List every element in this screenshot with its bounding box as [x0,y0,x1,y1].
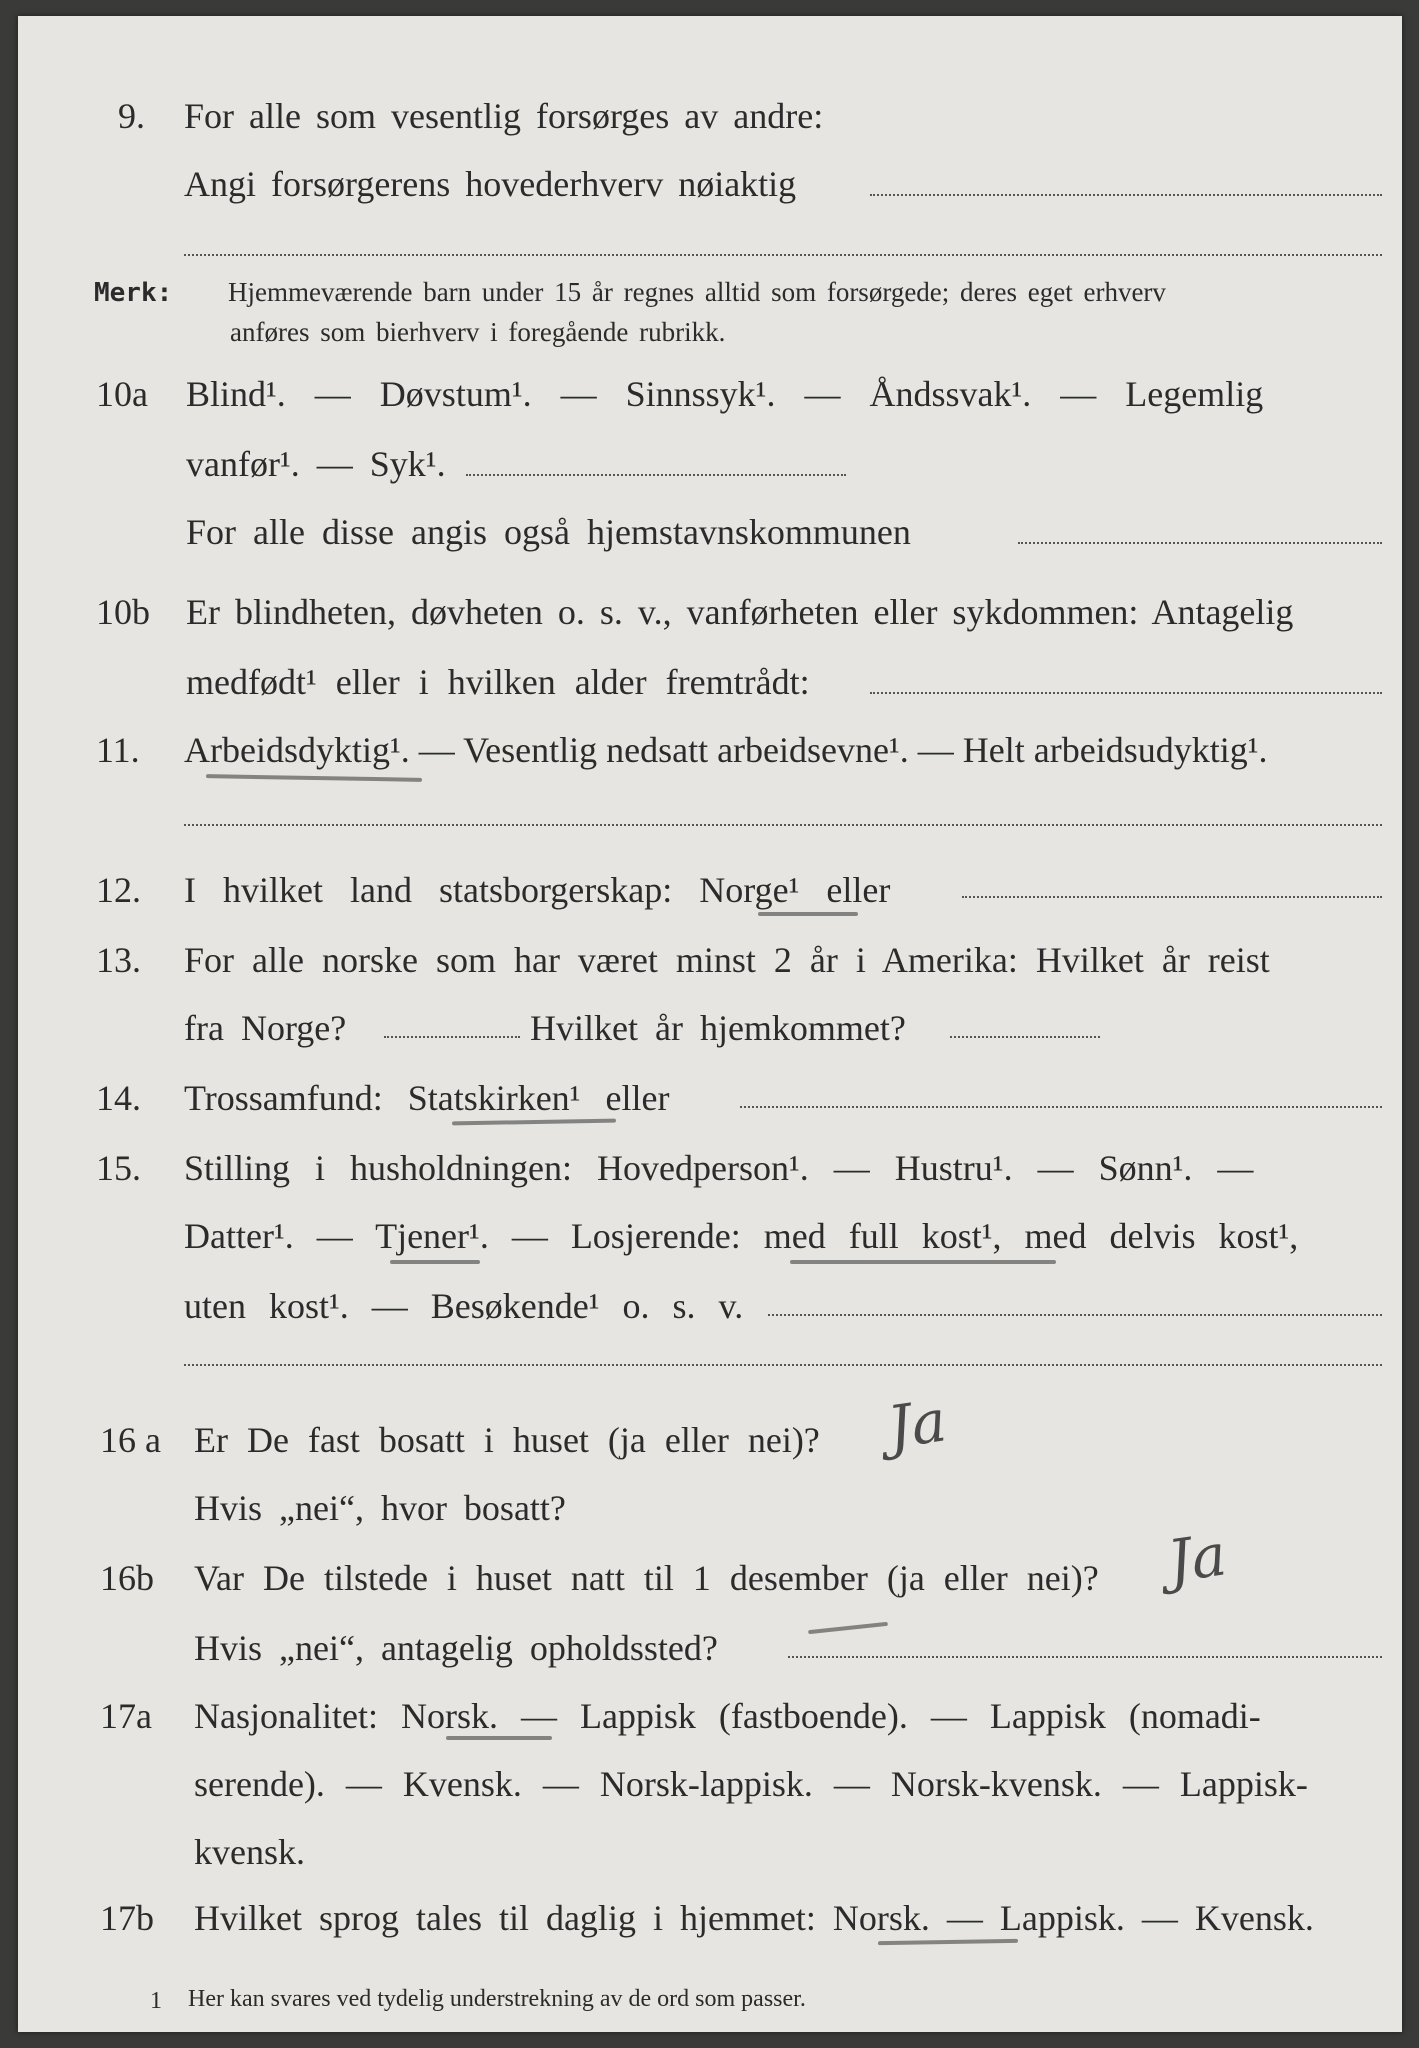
answer-line [384,1036,520,1038]
q17a-line1: Nasjonalitet: Norsk. — Lappisk (fastboende). — Lappisk (nomadi- [194,1696,1261,1736]
answer-line [870,194,1382,196]
answer-line [962,896,1382,898]
q9-line2: Angi forsørgerens hovederhverv nøiaktig [184,164,797,204]
pencil-dash [808,1622,888,1634]
q13-line2a: fra Norge? [184,1008,347,1048]
pencil-underline [390,1260,480,1264]
question-number-10b: 10b [96,592,150,632]
answer-line [870,692,1382,694]
q17b-line1: Hvilket sprog tales til daglig i hjemmet: Norsk. — Lappisk. — Kvensk. [194,1898,1314,1938]
pencil-underline [758,912,858,916]
q16a-line1: Er De fast bosatt i huset (ja eller nei)? [194,1420,820,1460]
answer-line [950,1036,1100,1038]
question-number-17b: 17b [100,1898,154,1938]
footnote-text: Her kan svares ved tydelig understrekning av de ord som passer. [188,1986,806,2012]
q16b-line1: Var De tilstede i huset natt til 1 desember (ja eller nei)? [194,1558,1099,1598]
answer-line [184,254,1382,256]
pencil-underline [446,1736,552,1740]
q15-line1: Stilling i husholdningen: Hovedperson¹. — Hustru¹. — Sønn¹. — [184,1148,1254,1188]
q12-line1: I hvilket land statsborgerskap: Norge¹ eller [184,870,891,910]
answer-line [184,1364,1382,1366]
q11-line1: Arbeidsdyktig¹. — Vesentlig nedsatt arbeidsevne¹. — Helt arbeidsudyktig¹. [184,730,1268,770]
q10a-line2: vanfør¹. — Syk¹. [186,444,446,484]
q17a-line2: serende). — Kvensk. — Norsk-lappisk. — Norsk-kvensk. — Lappisk- [194,1764,1308,1804]
q17a-line3: kvensk. [194,1832,305,1872]
question-number-13: 13. [96,940,141,980]
handwritten-answer: Ja [1163,1520,1231,1596]
question-number-12: 12. [96,870,141,910]
question-number-10a: 10a [96,374,148,414]
answer-line [184,824,1382,826]
answer-line [1018,542,1382,544]
q13-line2b: Hvilket år hjemkommet? [530,1008,906,1048]
question-number-15: 15. [96,1148,141,1188]
q10a-line3: For alle disse angis også hjemstavnskommunen [186,512,911,552]
question-number-17a: 17a [100,1696,152,1736]
question-number-16a: 16 a [100,1420,161,1460]
answer-line [768,1314,1382,1316]
q13-line1: For alle norske som har været minst 2 år i Amerika: Hvilket år reist [184,940,1270,980]
census-form-page [18,16,1402,2032]
q16b-line2: Hvis „nei“, antagelig opholdssted? [194,1628,718,1668]
q16a-line2: Hvis „nei“, hvor bosatt? [194,1488,566,1528]
pencil-underline [206,774,422,782]
answer-line [740,1106,1382,1108]
q10a-line1: Blind¹. — Døvstum¹. — Sinnssyk¹. — Åndssvak¹. — Legemlig [186,374,1264,414]
merk-line1: Hjemmeværende barn under 15 år regnes alltid som forsørgede; deres eget erhverv [228,277,1166,307]
q9-line1: For alle som vesentlig forsørges av andre: [184,96,824,136]
merk-line2: anføres som bierhverv i foregående rubrikk. [230,317,726,347]
q10b-line1: Er blindheten, døvheten o. s. v., vanførheten eller sykdommen: Antagelig [186,592,1294,632]
answer-line [788,1656,1382,1658]
question-number-16b: 16b [100,1558,154,1598]
question-number-9: 9. [118,96,145,136]
footnote-mark: 1 [150,1988,162,2014]
question-number-14: 14. [96,1078,141,1118]
q14-line1: Trossamfund: Statskirken¹ eller [184,1078,670,1118]
pencil-underline [790,1260,1056,1264]
answer-line [466,474,846,476]
q10b-line2: medfødt¹ eller i hvilken alder fremtrådt: [186,662,810,702]
handwritten-answer: Ja [883,1386,951,1462]
question-number-11: 11. [96,730,140,770]
merk-label: Merk: [94,278,173,308]
q15-line2: Datter¹. — Tjener¹. — Losjerende: med full kost¹, med delvis kost¹, [184,1216,1299,1256]
q15-line3: uten kost¹. — Besøkende¹ o. s. v. [184,1286,744,1326]
